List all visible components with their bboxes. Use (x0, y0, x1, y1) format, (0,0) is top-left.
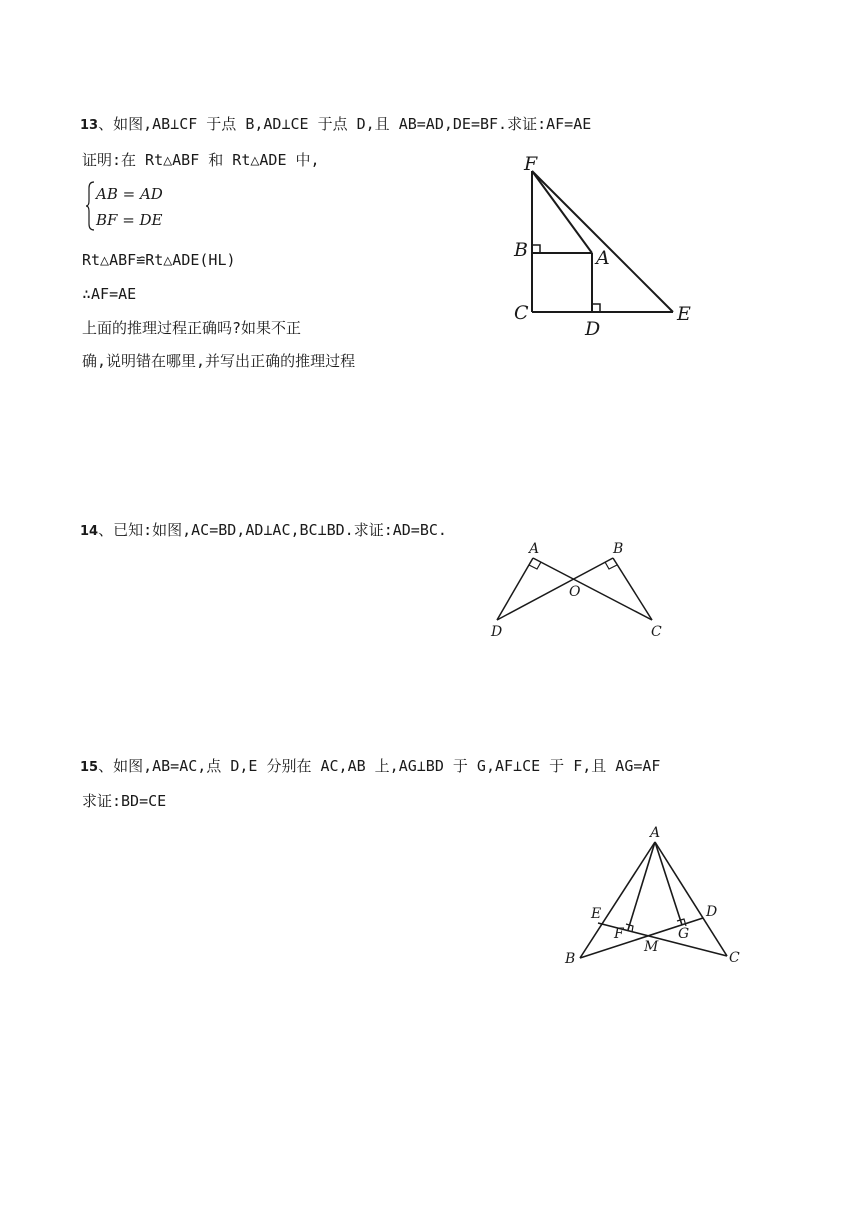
label-a: A (650, 825, 661, 841)
label-a: A (529, 541, 540, 557)
label-f: F (614, 926, 624, 942)
q15-figure (560, 820, 750, 980)
segment-bc (613, 558, 652, 620)
q15-prove: 求证:BD=CE (82, 792, 167, 810)
q13-equation-1: AB = AD (96, 185, 163, 203)
q14-stem (80, 520, 447, 542)
q13-conclusion: ∴AF=AE (82, 285, 137, 303)
q13-equation-2: BF = DE (96, 211, 163, 229)
label-b: B (565, 951, 576, 967)
label-d: D (491, 624, 503, 640)
segment-ag (655, 842, 682, 925)
segment-fe (532, 171, 673, 312)
label-d: D (585, 318, 601, 340)
q13-question-line-1: 上面的推理过程正确吗?如果不正 (82, 319, 302, 337)
q14-number: 14 (80, 524, 99, 539)
label-c: C (729, 950, 740, 966)
q15-stem-text: 、如图,AB=AC,点 D,E 分别在 AC,AB 上,AG⊥BD 于 G,AF⊥CE 于 F,且 AG=AF (98, 757, 661, 775)
q14-stem-text: 、已知:如图,AC=BD,AD⊥AC,BC⊥BD.求证:AD=BC. (98, 521, 447, 539)
label-a: A (596, 247, 610, 269)
q13-number: 13 (80, 118, 99, 133)
label-o: O (569, 584, 581, 600)
q13-congruence: Rt△ABF≌Rt△ADE(HL) (82, 251, 236, 269)
label-f: F (524, 153, 538, 175)
q14-figure (485, 538, 670, 643)
segment-ac (533, 558, 652, 620)
label-b: B (613, 541, 624, 557)
segment-fa (532, 171, 592, 253)
label-g: G (678, 926, 690, 942)
right-angle-d (592, 304, 600, 312)
right-angle-b (605, 562, 617, 569)
q13-proof-intro: 证明:在 Rt△ABF 和 Rt△ADE 中, (82, 151, 320, 169)
label-e: E (591, 906, 602, 922)
label-e: E (677, 303, 691, 325)
q15-stem (80, 756, 660, 778)
label-c: C (651, 624, 662, 640)
right-angle-b (532, 245, 540, 253)
label-c: C (514, 302, 529, 324)
segment-ac (655, 842, 727, 956)
q13-stem-text: 、如图,AB⊥CF 于点 B,AD⊥CE 于点 D,且 AB=AD,DE=BF.求证:AF=AE (98, 115, 592, 133)
q13-question-line-2: 确,说明错在哪里,并写出正确的推理过程 (82, 352, 356, 370)
q15-number: 15 (80, 760, 99, 775)
brace-icon (86, 180, 96, 232)
label-d: D (706, 904, 718, 920)
q13-figure (505, 148, 705, 343)
q13-equation-system (86, 180, 226, 232)
label-m: M (644, 939, 659, 955)
label-b: B (514, 239, 528, 261)
segment-af (628, 842, 655, 930)
q13-stem (80, 114, 591, 136)
